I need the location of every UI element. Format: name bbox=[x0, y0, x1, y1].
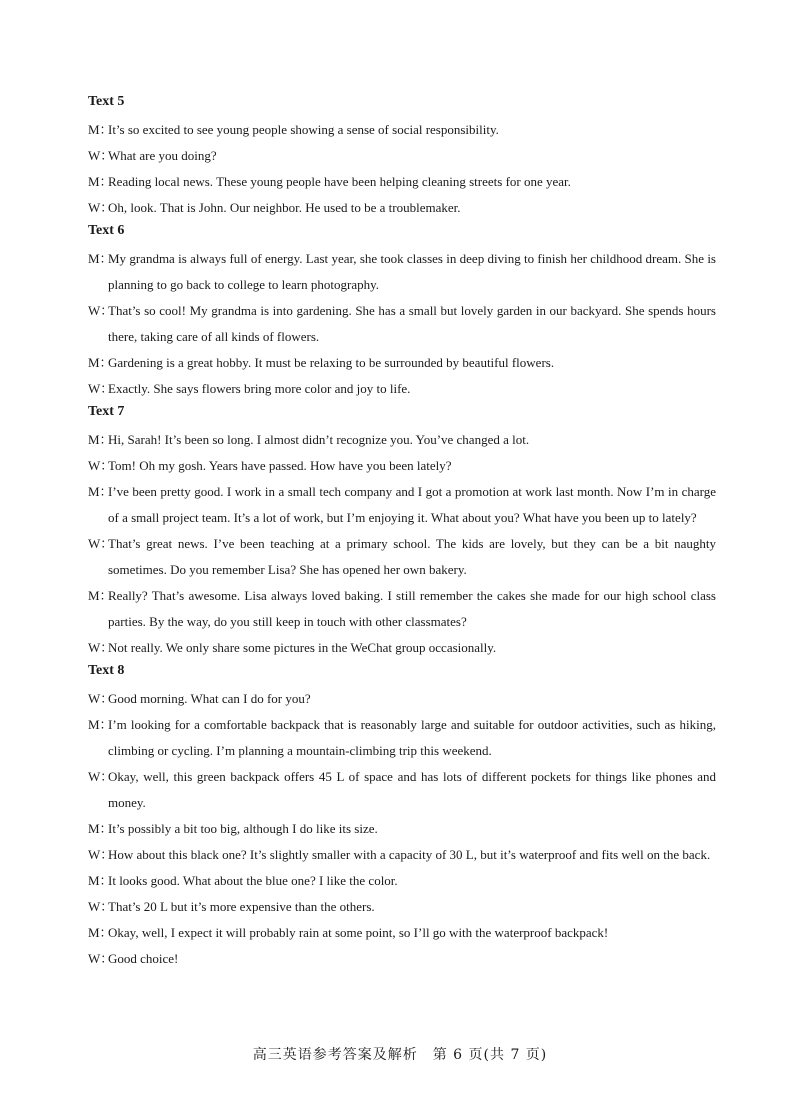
dialogue-line bbox=[88, 427, 716, 453]
dialogue-text: How about this black one? It’s slightly smaller with a capacity of 30 L, but it’s waterproof and fits well on the back. bbox=[108, 847, 711, 862]
dialogue-section bbox=[88, 661, 716, 972]
dialogue-line bbox=[88, 453, 716, 479]
dialogue-line bbox=[88, 816, 716, 842]
speaker-label: M： bbox=[88, 873, 113, 888]
dialogue-line bbox=[88, 842, 716, 868]
dialogue-line bbox=[88, 246, 716, 298]
speaker-label: M： bbox=[88, 432, 113, 447]
dialogue-text: Good choice! bbox=[108, 951, 179, 966]
speaker-label: M： bbox=[88, 717, 113, 732]
dialogue-line bbox=[88, 479, 716, 531]
dialogue-section bbox=[88, 402, 716, 661]
section-heading: Text 8 bbox=[88, 663, 125, 678]
speaker-label: W： bbox=[88, 951, 114, 966]
dialogue-line bbox=[88, 350, 716, 376]
dialogue-text: I’m looking for a comfortable backpack that is reasonably large and suitable for outdoor activities, such as hiking, climbing or cycling. I’m planning a mountain-climbing trip this weekend. bbox=[108, 717, 716, 758]
dialogue-line bbox=[88, 298, 716, 350]
speaker-label: W： bbox=[88, 899, 114, 914]
dialogue-text: That’s 20 L but it’s more expensive than the others. bbox=[108, 899, 375, 914]
dialogue-text: That’s so cool! My grandma is into gardening. She has a small but lovely garden in our backyard. She spends hours there, taking care of all kinds of flowers. bbox=[108, 303, 716, 344]
speaker-label: W： bbox=[88, 847, 114, 862]
section-heading: Text 6 bbox=[88, 223, 125, 238]
dialogue-text: My grandma is always full of energy. Last year, she took classes in deep diving to finish her childhood dream. She is planning to go back to college to learn photography. bbox=[108, 251, 716, 292]
speaker-label: M： bbox=[88, 821, 113, 836]
dialogue-line bbox=[88, 635, 716, 661]
dialogue-text: Exactly. She says flowers bring more color and joy to life. bbox=[108, 381, 411, 396]
dialogue-text: Oh, look. That is John. Our neighbor. He used to be a troublemaker. bbox=[108, 200, 461, 215]
speaker-label: W： bbox=[88, 691, 114, 706]
dialogue-text: Gardening is a great hobby. It must be relaxing to be surrounded by beautiful flowers. bbox=[108, 355, 555, 370]
speaker-label: M： bbox=[88, 251, 113, 266]
dialogue-line bbox=[88, 712, 716, 764]
dialogue-text: Reading local news. These young people have been helping cleaning streets for one year. bbox=[108, 174, 571, 189]
dialogue-line bbox=[88, 686, 716, 712]
dialogue-line bbox=[88, 868, 716, 894]
speaker-label: M： bbox=[88, 122, 113, 137]
speaker-label: M： bbox=[88, 925, 113, 940]
dialogue-line bbox=[88, 169, 716, 195]
dialogue-text: Okay, well, I expect it will probably rain at some point, so I’ll go with the waterproof backpack! bbox=[108, 925, 609, 940]
dialogue-text: What are you doing? bbox=[108, 148, 217, 163]
speaker-label: M： bbox=[88, 484, 113, 499]
dialogue-text: It looks good. What about the blue one? I like the color. bbox=[108, 873, 398, 888]
dialogue-text: Really? That’s awesome. Lisa always loved baking. I still remember the cakes she made for our high school class parties. By the way, do you still keep in touch with other classmates? bbox=[108, 588, 716, 629]
dialogue-text: Hi, Sarah! It’s been so long. I almost didn’t recognize you. You’ve changed a lot. bbox=[108, 432, 530, 447]
dialogue-line bbox=[88, 117, 716, 143]
speaker-label: M： bbox=[88, 355, 113, 370]
speaker-label: W： bbox=[88, 640, 114, 655]
section-heading: Text 7 bbox=[88, 404, 125, 419]
speaker-label: W： bbox=[88, 303, 114, 318]
dialogue-text: Good morning. What can I do for you? bbox=[108, 691, 311, 706]
speaker-label: W： bbox=[88, 200, 114, 215]
page-footer: 高三英语参考答案及解析 第 6 页(共 7 页) bbox=[252, 1047, 548, 1063]
dialogue-text: I’ve been pretty good. I work in a small tech company and I got a promotion at work last month. Now I’m in charge of a small project team. It’s a lot of work, but I’m enjoying it. What about you? What have you been up to lately? bbox=[108, 484, 716, 525]
speaker-label: W： bbox=[88, 458, 114, 473]
dialogue-line bbox=[88, 583, 716, 635]
dialogue-line bbox=[88, 531, 716, 583]
dialogue-line bbox=[88, 946, 716, 972]
dialogue-text: Not really. We only share some pictures in the WeChat group occasionally. bbox=[108, 640, 497, 655]
dialogue-text: Okay, well, this green backpack offers 45 L of space and has lots of different pockets for things like phones and money. bbox=[108, 769, 716, 810]
dialogue-text: It’s so excited to see young people showing a sense of social responsibility. bbox=[108, 122, 499, 137]
speaker-label: W： bbox=[88, 536, 114, 551]
speaker-label: W： bbox=[88, 769, 114, 784]
dialogue-line bbox=[88, 195, 716, 221]
dialogue-text: That’s great news. I’ve been teaching at a primary school. The kids are lovely, but they can be a bit naughty sometimes. Do you remember Lisa? She has opened her own bakery. bbox=[108, 536, 716, 577]
dialogue-text: It’s possibly a bit too big, although I do like its size. bbox=[108, 821, 378, 836]
dialogue-line bbox=[88, 143, 716, 169]
speaker-label: M： bbox=[88, 174, 113, 189]
dialogue-line bbox=[88, 894, 716, 920]
section-heading: Text 5 bbox=[88, 94, 125, 109]
speaker-label: W： bbox=[88, 148, 114, 163]
dialogue-line bbox=[88, 764, 716, 816]
dialogue-text: Tom! Oh my gosh. Years have passed. How have you been lately? bbox=[108, 458, 452, 473]
dialogue-section bbox=[88, 221, 716, 402]
dialogue-section bbox=[88, 92, 716, 221]
speaker-label: W： bbox=[88, 381, 114, 396]
speaker-label: M： bbox=[88, 588, 113, 603]
dialogue-line bbox=[88, 920, 716, 946]
transcript-body bbox=[88, 92, 716, 972]
dialogue-line bbox=[88, 376, 716, 402]
